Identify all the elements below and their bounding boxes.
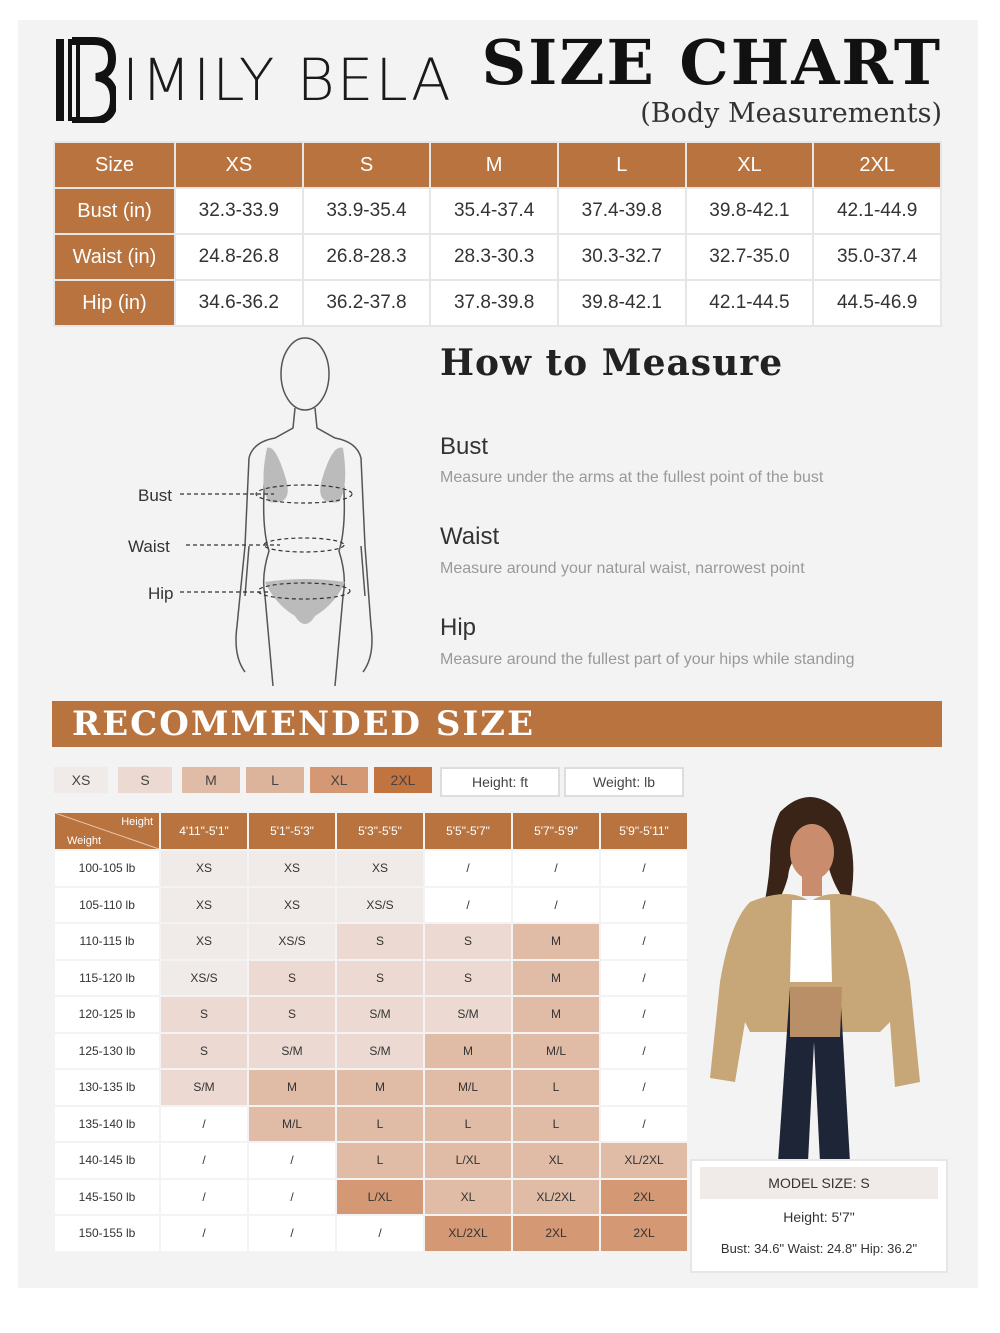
- size-cell: L/XL: [424, 1142, 512, 1179]
- height-header: 5'5"-5'7": [424, 812, 512, 850]
- table-row: [54, 1215, 688, 1252]
- table-cell: 42.1-44.5: [686, 280, 814, 326]
- table-cell: 44.5-46.9: [813, 280, 941, 326]
- legend-l: L: [246, 767, 304, 793]
- weight-label: 100-105 lb: [54, 850, 160, 887]
- rec-table-body: [54, 850, 688, 1252]
- size-cell: /: [600, 996, 688, 1033]
- legend-xl: XL: [310, 767, 368, 793]
- weight-label: 140-145 lb: [54, 1142, 160, 1179]
- height-header: 4'11"-5'1": [160, 812, 248, 850]
- size-cell: /: [600, 1033, 688, 1070]
- size-cell: S: [248, 996, 336, 1033]
- weight-label: 105-110 lb: [54, 887, 160, 924]
- size-cell: XS: [248, 850, 336, 887]
- size-cell: /: [160, 1106, 248, 1143]
- table-cell: 37.8-39.8: [430, 280, 558, 326]
- model-height: Height: 5'7": [783, 1209, 855, 1225]
- size-cell: /: [336, 1215, 424, 1252]
- table-cell: 35.0-37.4: [813, 234, 941, 280]
- height-header: 5'1"-5'3": [248, 812, 336, 850]
- table-row: [54, 1179, 688, 1216]
- corner-weight-label: Weight: [67, 835, 102, 847]
- size-cell: XL/2XL: [424, 1215, 512, 1252]
- size-cell: /: [248, 1142, 336, 1179]
- weight-label: 125-130 lb: [54, 1033, 160, 1070]
- size-cell: XL/2XL: [600, 1142, 688, 1179]
- table-cell: 24.8-26.8: [175, 234, 303, 280]
- size-cell: /: [600, 1106, 688, 1143]
- table-cell: 39.8-42.1: [686, 188, 814, 234]
- table-row: [54, 850, 688, 887]
- size-cell: S: [160, 996, 248, 1033]
- recommended-size-table: [53, 811, 689, 1253]
- size-cell: S: [336, 960, 424, 997]
- size-cell: S/M: [424, 996, 512, 1033]
- table-cell: 32.3-33.9: [175, 188, 303, 234]
- size-cell: XL: [512, 1142, 600, 1179]
- size-cell: 2XL: [600, 1215, 688, 1252]
- weight-label: 115-120 lb: [54, 960, 160, 997]
- measure-heading-waist: Waist: [440, 523, 500, 550]
- size-cell: XS: [336, 850, 424, 887]
- weight-label: 145-150 lb: [54, 1179, 160, 1216]
- size-cell: M: [512, 923, 600, 960]
- table-cell: 32.7-35.0: [686, 234, 814, 280]
- legend-height-unit: Height: ft: [440, 767, 560, 797]
- table-cell: 35.4-37.4: [430, 188, 558, 234]
- weight-label: 135-140 lb: [54, 1106, 160, 1143]
- size-cell: XS: [248, 887, 336, 924]
- size-cell: /: [424, 887, 512, 924]
- size-cell: XS/S: [248, 923, 336, 960]
- size-cell: L: [424, 1106, 512, 1143]
- size-header-xs: XS: [175, 142, 303, 188]
- row-label-bust: Bust (in): [54, 188, 175, 234]
- table-row: [54, 188, 941, 234]
- figure-label-bust: Bust: [138, 486, 173, 505]
- size-cell: XS: [160, 850, 248, 887]
- size-cell: XS: [160, 887, 248, 924]
- weight-label: 110-115 lb: [54, 923, 160, 960]
- size-cell: S: [160, 1033, 248, 1070]
- size-cell: S/M: [336, 1033, 424, 1070]
- size-cell: S: [424, 923, 512, 960]
- size-cell: /: [600, 887, 688, 924]
- size-cell: M: [248, 1069, 336, 1106]
- table-cell: 42.1-44.9: [813, 188, 941, 234]
- size-header-s: S: [303, 142, 431, 188]
- figure-label-hip: Hip: [148, 584, 174, 603]
- size-cell: XL/2XL: [512, 1179, 600, 1216]
- size-cell: S: [336, 923, 424, 960]
- model-photo: [690, 782, 940, 1162]
- table-row: [54, 234, 941, 280]
- table-row: [54, 1033, 688, 1070]
- size-cell: S/M: [336, 996, 424, 1033]
- size-cell: /: [160, 1179, 248, 1216]
- brand-logo: [54, 36, 453, 124]
- size-cell: M: [424, 1033, 512, 1070]
- table-row: [54, 996, 688, 1033]
- size-table: [53, 141, 942, 327]
- figure-label-waist: Waist: [128, 537, 170, 556]
- weight-label: 130-135 lb: [54, 1069, 160, 1106]
- height-header: 5'9"-5'11": [600, 812, 688, 850]
- legend-xs: XS: [54, 767, 108, 793]
- size-cell: /: [600, 923, 688, 960]
- measure-text-waist: Measure around your natural waist, narrowest point: [440, 560, 805, 577]
- size-header-m: M: [430, 142, 558, 188]
- row-label-hip: Hip (in): [54, 280, 175, 326]
- size-cell: M: [512, 960, 600, 997]
- size-cell: M/L: [424, 1069, 512, 1106]
- weight-label: 120-125 lb: [54, 996, 160, 1033]
- recommended-size-title: RECOMMENDED SIZE: [72, 704, 536, 744]
- measure-text-hip: Measure around the fullest part of your hips while standing: [440, 651, 855, 668]
- table-cell: 34.6-36.2: [175, 280, 303, 326]
- size-cell: L: [512, 1106, 600, 1143]
- table-cell: 37.4-39.8: [558, 188, 686, 234]
- size-cell: S: [248, 960, 336, 997]
- corner-height-label: Height: [121, 816, 153, 828]
- size-header-xl: XL: [686, 142, 814, 188]
- legend-m: M: [182, 767, 240, 793]
- measure-heading-bust: Bust: [440, 433, 489, 460]
- brand-name: IMILY BELA: [122, 46, 453, 114]
- model-measurements: Bust: 34.6" Waist: 24.8" Hip: 36.2": [720, 1241, 918, 1256]
- size-cell: 2XL: [600, 1179, 688, 1216]
- size-cell: L: [512, 1069, 600, 1106]
- table-row: [54, 960, 688, 997]
- legend-2xl: 2XL: [374, 767, 432, 793]
- size-cell: /: [160, 1142, 248, 1179]
- size-cell: L/XL: [336, 1179, 424, 1216]
- model-info-box: [690, 1159, 948, 1273]
- height-header: 5'7"-5'9": [512, 812, 600, 850]
- size-cell: L: [336, 1142, 424, 1179]
- size-cell: S/M: [248, 1033, 336, 1070]
- rec-header-row: [54, 812, 688, 850]
- size-header-l: L: [558, 142, 686, 188]
- size-header-label: Size: [54, 142, 175, 188]
- height-header: 5'3"-5'5": [336, 812, 424, 850]
- table-cell: 33.9-35.4: [303, 188, 431, 234]
- table-row: [54, 1142, 688, 1179]
- size-cell: XL: [424, 1179, 512, 1216]
- model-size: MODEL SIZE: S: [700, 1167, 938, 1199]
- table-row: [54, 1069, 688, 1106]
- row-label-waist: Waist (in): [54, 234, 175, 280]
- measure-text-bust: Measure under the arms at the fullest point of the bust: [440, 469, 824, 486]
- size-cell: M: [512, 996, 600, 1033]
- measure-leader-lines: [170, 480, 280, 610]
- table-cell: 30.3-32.7: [558, 234, 686, 280]
- size-cell: /: [512, 887, 600, 924]
- size-cell: XS: [160, 923, 248, 960]
- legend-weight-unit: Weight: lb: [564, 767, 684, 797]
- size-cell: M: [336, 1069, 424, 1106]
- measure-heading-hip: Hip: [440, 614, 477, 641]
- table-cell: 39.8-42.1: [558, 280, 686, 326]
- size-cell: XS/S: [160, 960, 248, 997]
- size-cell: /: [600, 960, 688, 997]
- size-cell: /: [600, 850, 688, 887]
- table-cell: 26.8-28.3: [303, 234, 431, 280]
- size-cell: /: [512, 850, 600, 887]
- page-title: SIZE CHART: [481, 26, 942, 99]
- logo-mark-icon: [54, 37, 116, 123]
- size-cell: S/M: [160, 1069, 248, 1106]
- table-row: [54, 280, 941, 326]
- corner-cell: [54, 812, 160, 850]
- legend-s: S: [118, 767, 172, 793]
- size-cell: /: [248, 1215, 336, 1252]
- size-cell: 2XL: [512, 1215, 600, 1252]
- table-row: [54, 923, 688, 960]
- size-header-2xl: 2XL: [813, 142, 941, 188]
- size-cell: M/L: [512, 1033, 600, 1070]
- how-to-measure-title: How to Measure: [440, 342, 784, 384]
- page-subtitle: (Body Measurements): [640, 98, 942, 129]
- size-table-header-row: [54, 142, 941, 188]
- size-cell: /: [160, 1215, 248, 1252]
- size-cell: S: [424, 960, 512, 997]
- recommended-size-banner: [52, 701, 942, 747]
- size-cell: /: [600, 1069, 688, 1106]
- table-cell: 28.3-30.3: [430, 234, 558, 280]
- size-cell: XS/S: [336, 887, 424, 924]
- table-cell: 36.2-37.8: [303, 280, 431, 326]
- chart-title-block: [482, 28, 942, 129]
- size-cell: /: [248, 1179, 336, 1216]
- size-cell: /: [424, 850, 512, 887]
- size-cell: L: [336, 1106, 424, 1143]
- size-cell: M/L: [248, 1106, 336, 1143]
- table-row: [54, 1106, 688, 1143]
- weight-label: 150-155 lb: [54, 1215, 160, 1252]
- table-row: [54, 887, 688, 924]
